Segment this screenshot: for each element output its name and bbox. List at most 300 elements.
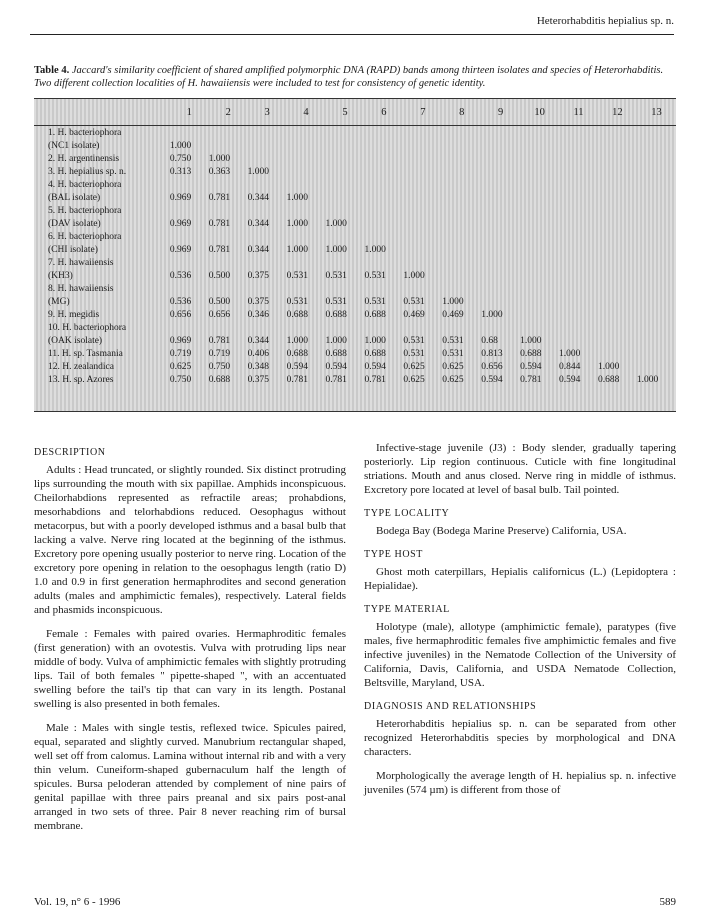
table-row [34, 230, 676, 243]
table-cell [481, 178, 520, 191]
table-cell: 0.594 [559, 374, 581, 385]
table-cell: 1.000 [208, 153, 231, 164]
page-number: 589 [659, 896, 676, 908]
table-cell [442, 230, 481, 243]
table-cell [637, 321, 676, 334]
table-cell [442, 178, 481, 191]
column-header: 11 [559, 99, 598, 126]
column-header: 9 [481, 99, 520, 126]
table-cell [637, 230, 676, 243]
column-header: 8 [442, 99, 481, 126]
table-cell [559, 269, 598, 282]
table-cell: 0.363 [208, 166, 231, 177]
table-cell: 0.688 [286, 309, 308, 320]
female-paragraph: Female : Females with paired ovaries. Hermaphroditic females (first generation) with an ovotestis. Vulva with protruding lips near middle of body. Vulva of amphimictic females with slightly protruding lips. Tail of both females " pipette-shaped ", with an accentuated swelling before the tail's tip that can vary in its length. Postanal swelling is also presented in both females. [34, 628, 346, 710]
row-label: 9. H. megidis [48, 309, 100, 320]
table-cell: 0.781 [208, 335, 231, 346]
table-cell [520, 204, 559, 217]
table-cell [403, 230, 442, 243]
table-cell: 0.531 [325, 270, 347, 281]
table-cell: 0.625 [403, 361, 425, 372]
table-cell [520, 178, 559, 191]
table-cell [598, 139, 637, 152]
table-cell [287, 256, 326, 269]
table-cell: 0.844 [559, 361, 581, 372]
table-cell [364, 191, 403, 204]
table-cell [559, 334, 598, 347]
table-cell: 0.688 [208, 374, 231, 385]
table-cell [326, 282, 365, 295]
table-cell [442, 256, 481, 269]
row-label: 7. H. hawaiiensis [48, 257, 114, 268]
table-cell [248, 152, 287, 165]
table-cell [326, 256, 365, 269]
table-cell [287, 139, 326, 152]
table-cell [598, 152, 637, 165]
diagnosis-text-1: Heterorhabditis hepialius sp. n. can be separated from other recognized Heterorhabditis species by morphological and DNA characters. [364, 718, 676, 758]
table-cell: 0.625 [169, 361, 192, 372]
row-label: 2. H. argentinensis [48, 153, 120, 164]
table-cell [520, 295, 559, 308]
column-header: 6 [364, 99, 403, 126]
running-header [30, 12, 674, 35]
table-cell [248, 178, 287, 191]
table-cell [364, 178, 403, 191]
table-cell [598, 178, 637, 191]
table-cell [637, 243, 676, 256]
table-cell [520, 269, 559, 282]
body-columns [34, 441, 676, 833]
table-cell [248, 282, 287, 295]
table-cell [520, 165, 559, 178]
type-material-text: Holotype (male), allotype (amphimictic female), paratypes (five males, five hermaphroditic females five amphimictic females and five infective juveniles) in the Nematode Collection of the University of California, Davis, California, and USDA Nematode Collection, Beltsville, Maryland, USA. [364, 621, 676, 689]
table-cell [364, 204, 403, 217]
table-cell: 0.500 [208, 270, 231, 281]
table-cell [442, 152, 481, 165]
table-cell: 0.531 [403, 296, 425, 307]
similarity-table [34, 98, 676, 412]
table-cell: 1.000 [559, 348, 581, 359]
table-cell [637, 256, 676, 269]
row-label: 5. H. bacteriophora [48, 205, 122, 216]
table-cell: 0.594 [286, 361, 308, 372]
table-cell [442, 139, 481, 152]
table-cell [637, 217, 676, 230]
table-cell [637, 152, 676, 165]
column-header: 13 [637, 99, 676, 126]
type-locality-heading: TYPE LOCALITY [364, 508, 450, 519]
table-cell [637, 165, 676, 178]
table-row [34, 126, 676, 140]
table-cell: 0.688 [364, 348, 386, 359]
table-cell [559, 191, 598, 204]
table-cell [637, 282, 676, 295]
table-cell [637, 139, 676, 152]
table-cell: 0.531 [286, 270, 308, 281]
table-cell [559, 282, 598, 295]
table-cell [170, 204, 209, 217]
table-caption [34, 64, 676, 90]
column-header: 1 [170, 99, 209, 126]
table-body [34, 126, 676, 387]
table-cell [287, 165, 326, 178]
table-cell [403, 321, 442, 334]
table-cell [364, 165, 403, 178]
table-cell [364, 321, 403, 334]
table-cell: 0.781 [208, 218, 231, 229]
male-paragraph: Male : Males with single testis, reflexed twice. Spicules paired, equal, separated and slightly curved. Manubrium rectangular shaped, well set off from calomus. Lamina without internal rib and with a very thin velum. Cuneiform-shaped gubernaculum half the length of spicules. Bursa peloderan attended by complement of nine pairs of genital papillae with three pairs preanal and six pairs post-anal arranged in two sets of three. Pair 8 never reaching rim of bursal membrane. [34, 722, 346, 832]
table-cell [559, 217, 598, 230]
table-corner [34, 99, 170, 126]
table-row [34, 191, 676, 204]
table-cell: 0.375 [247, 374, 270, 385]
table-cell: 0.750 [169, 153, 192, 164]
table-cell [364, 256, 403, 269]
table-row [34, 269, 676, 282]
table-cell [481, 191, 520, 204]
adults-paragraph: Adults : Head truncated, or slightly rounded. Six distinct protruding lips surrounding the mouth with six papillae. Amphids inconspicuous. Cheilorhabdions represented as refractile areas; prohabdions, mesorhabdions and telorhabdions reduced. Oesophagus without metacorpus, but with a poorly developed isthmus and a basal bulb that lacking a valve. Nerve ring located at the beginning of the isthmus. Excretory pore opening usually posterior to nerve ring. Location of the excretory pore opening in relation to the oesophagus length (ratio D) 1.0 and 0.9 in first generation hermaphrodites and second generation adults (males and amphimictic females), respectively. Lateral fields and phasmids inconspicuous. [34, 464, 346, 616]
row-label: 10. H. bacteriophora [48, 322, 127, 333]
table-cell [637, 334, 676, 347]
table-cell: 0.781 [325, 374, 347, 385]
table-cell [403, 256, 442, 269]
table-cell: 0.469 [403, 309, 425, 320]
row-label: 12. H. zealandica [48, 361, 114, 372]
table-cell [442, 165, 481, 178]
diagnosis-heading: DIAGNOSIS AND RELATIONSHIPS [364, 701, 537, 712]
table-cell: 0.656 [481, 361, 503, 372]
table-cell: 0.688 [364, 309, 386, 320]
table-cell: 0.688 [597, 374, 620, 385]
table-header-row [34, 99, 676, 126]
table-cell [326, 204, 365, 217]
table-cell: 1.000 [286, 335, 308, 346]
table-cell: 0.500 [208, 296, 231, 307]
table-cell [598, 347, 637, 360]
running-title: Heterorhabditis hepialius sp. n. [536, 15, 674, 27]
table-cell [559, 243, 598, 256]
table-cell [520, 321, 559, 334]
table-row [34, 256, 676, 269]
table-cell [403, 282, 442, 295]
table-cell: 1.000 [442, 296, 464, 307]
column-header: 12 [598, 99, 637, 126]
row-label: (OAK isolate) [48, 335, 103, 346]
table-cell: 0.781 [364, 374, 386, 385]
table-cell [598, 295, 637, 308]
table-cell: 1.000 [247, 166, 270, 177]
table-cell: 0.594 [325, 361, 347, 372]
table-cell [598, 308, 637, 321]
caption-text: Jaccard's similarity coefficient of shared amplified polymorphic DNA (RAPD) bands among thirteen isolates and species of Heterorhabditis. Two different collection localities of H. hawaiiensis were included to test for consistency of genetic identity. [34, 65, 664, 89]
table-cell [403, 165, 442, 178]
table-cell: 0.969 [169, 192, 192, 203]
table-cell: 0.594 [481, 374, 503, 385]
table-cell: 0.781 [208, 244, 231, 255]
table-cell: 0.469 [442, 309, 464, 320]
table-cell: 0.781 [286, 374, 308, 385]
table-cell [559, 308, 598, 321]
table-cell [326, 321, 365, 334]
row-label: (CHI isolate) [48, 244, 98, 255]
table-cell [326, 230, 365, 243]
table-cell [170, 178, 209, 191]
table-row [34, 243, 676, 256]
table-cell [637, 204, 676, 217]
table-cell: 0.656 [169, 309, 192, 320]
table-cell [248, 204, 287, 217]
table-cell: 0.531 [364, 270, 386, 281]
table-cell [403, 204, 442, 217]
column-header: 7 [403, 99, 442, 126]
table-cell [326, 191, 365, 204]
type-host-text: Ghost moth caterpillars, Hepialis californicus (L.) (Lepidoptera : Hepialidae). [364, 566, 676, 592]
table-cell [209, 204, 248, 217]
row-label: 3. H. hepialius sp. n. [48, 166, 127, 177]
table-cell [520, 308, 559, 321]
table-cell [403, 126, 442, 140]
table-cell [209, 230, 248, 243]
table-cell [248, 256, 287, 269]
table-cell: 0.531 [403, 348, 425, 359]
table-cell: 1.000 [481, 309, 503, 320]
table-cell [326, 178, 365, 191]
table-cell [287, 152, 326, 165]
table-row [34, 295, 676, 308]
table-cell: 0.531 [325, 296, 347, 307]
table-cell: 0.625 [403, 374, 425, 385]
type-host-heading: TYPE HOST [364, 549, 424, 560]
table-row [34, 334, 676, 347]
table-cell: 0.348 [247, 361, 270, 372]
page-footer [34, 896, 676, 908]
table-row [34, 165, 676, 178]
table-cell [481, 139, 520, 152]
table-cell: 0.656 [208, 309, 231, 320]
table-cell [248, 139, 287, 152]
table-cell [559, 295, 598, 308]
table-row [34, 282, 676, 295]
table-cell [287, 204, 326, 217]
table-cell: 0.969 [169, 218, 192, 229]
table-cell [481, 126, 520, 140]
table-row [34, 204, 676, 217]
table-cell [598, 321, 637, 334]
table-cell [637, 191, 676, 204]
table-cell: 0.781 [520, 374, 542, 385]
table-cell: 1.000 [597, 361, 620, 372]
table-row [34, 360, 676, 373]
table-cell [520, 191, 559, 204]
table-cell: 0.750 [169, 374, 192, 385]
table-cell [248, 230, 287, 243]
row-label: 11. H. sp. Tasmania [48, 348, 123, 359]
table-cell: 0.375 [247, 296, 270, 307]
table-cell [598, 243, 637, 256]
type-material-heading: TYPE MATERIAL [364, 604, 450, 615]
table-cell [403, 139, 442, 152]
table-cell [559, 126, 598, 140]
table-cell: 1.000 [325, 244, 347, 255]
column-header: 2 [209, 99, 248, 126]
juvenile-paragraph: Infective-stage juvenile (J3) : Body slender, gradually tapering posteriorly. Lip region continuous. Cuticle with fine longitudinal striations. Mouth and anus closed. Nerve ring in middle of isthmus. Excretory pore located at level of basal bulb. Tail pointed. [364, 442, 676, 496]
column-header: 3 [248, 99, 287, 126]
table-cell: 0.625 [442, 374, 464, 385]
table-cell: 1.000 [286, 244, 308, 255]
table-cell: 0.68 [481, 335, 498, 346]
table-cell [481, 152, 520, 165]
table-row [34, 217, 676, 230]
table-cell: 1.000 [325, 335, 347, 346]
table-cell [481, 217, 520, 230]
table-row [34, 178, 676, 191]
table-cell [209, 178, 248, 191]
table-cell [637, 269, 676, 282]
table-cell [598, 230, 637, 243]
table-cell [598, 256, 637, 269]
table-cell [170, 321, 209, 334]
table-cell [520, 256, 559, 269]
table-cell: 0.813 [481, 348, 503, 359]
table-cell: 0.344 [247, 335, 270, 346]
table-cell [481, 321, 520, 334]
table-cell: 0.531 [403, 335, 425, 346]
table-cell [559, 256, 598, 269]
table-cell [637, 126, 676, 140]
table-cell [248, 126, 287, 140]
table-cell [598, 217, 637, 230]
table-cell [209, 282, 248, 295]
description-heading: DESCRIPTION [34, 447, 106, 458]
table-cell: 0.346 [247, 309, 270, 320]
table-cell: 1.000 [520, 335, 542, 346]
table-cell [520, 139, 559, 152]
row-label: (NC1 isolate) [48, 140, 100, 151]
type-locality-text: Bodega Bay (Bodega Marine Preserve) California, USA. [376, 525, 627, 537]
table-cell [559, 165, 598, 178]
table-cell: 1.000 [364, 335, 386, 346]
table-cell [364, 139, 403, 152]
table-cell [520, 217, 559, 230]
table-cell [520, 282, 559, 295]
table-cell [248, 321, 287, 334]
table-cell: 0.375 [247, 270, 270, 281]
table-cell [364, 152, 403, 165]
table-cell [287, 230, 326, 243]
table-cell [364, 282, 403, 295]
table-row [34, 139, 676, 152]
row-label: 1. H. bacteriophora [48, 127, 122, 138]
table-cell: 0.536 [169, 296, 192, 307]
row-label: 8. H. hawaiiensis [48, 283, 114, 294]
table-cell [170, 282, 209, 295]
table-cell [170, 256, 209, 269]
table-cell [403, 243, 442, 256]
table-cell: 1.000 [169, 140, 192, 151]
table-cell [637, 360, 676, 373]
table-cell: 0.688 [325, 348, 347, 359]
table-cell [481, 243, 520, 256]
table-cell [287, 178, 326, 191]
table-cell [442, 217, 481, 230]
table-cell [559, 139, 598, 152]
table-cell [559, 204, 598, 217]
table-cell: 0.781 [208, 192, 231, 203]
table-cell: 1.000 [636, 374, 659, 385]
table-cell [598, 282, 637, 295]
table-cell [559, 230, 598, 243]
table-cell: 0.688 [286, 348, 308, 359]
table-cell: 0.344 [247, 244, 270, 255]
table-cell: 1.000 [286, 218, 308, 229]
table-cell [326, 126, 365, 140]
table-cell [326, 139, 365, 152]
table-cell: 0.750 [208, 361, 231, 372]
table-cell [520, 152, 559, 165]
table-cell [598, 126, 637, 140]
table-cell [287, 126, 326, 140]
table-cell [520, 126, 559, 140]
table-cell [481, 204, 520, 217]
table-cell: 0.531 [364, 296, 386, 307]
row-label: (MG) [48, 296, 70, 307]
table-row [34, 347, 676, 360]
table-cell [637, 295, 676, 308]
table-cell [403, 191, 442, 204]
table-cell: 0.719 [208, 348, 231, 359]
table-cell [559, 152, 598, 165]
table-cell: 0.406 [247, 348, 270, 359]
table-cell [637, 308, 676, 321]
row-label: 6. H. bacteriophora [48, 231, 122, 242]
table-grid [34, 99, 676, 386]
table-cell [637, 178, 676, 191]
table-cell: 1.000 [325, 218, 347, 229]
column-header: 10 [520, 99, 559, 126]
table-cell [403, 152, 442, 165]
table-cell [287, 282, 326, 295]
table-cell [442, 243, 481, 256]
table-cell: 0.531 [442, 335, 464, 346]
table-cell: 0.969 [169, 335, 192, 346]
table-cell [364, 230, 403, 243]
column-header: 5 [326, 99, 365, 126]
table-cell [481, 230, 520, 243]
table-cell [598, 334, 637, 347]
table-cell [481, 269, 520, 282]
table-cell [442, 321, 481, 334]
table-row [34, 308, 676, 321]
table-cell [442, 269, 481, 282]
table-cell [442, 191, 481, 204]
table-cell [520, 243, 559, 256]
table-cell: 0.594 [364, 361, 386, 372]
table-cell [598, 165, 637, 178]
table-cell: 0.969 [169, 244, 192, 255]
table-cell: 0.344 [247, 192, 270, 203]
table-cell [209, 256, 248, 269]
table-cell: 0.313 [169, 166, 192, 177]
table-label: Table 4. [34, 65, 70, 76]
table-cell [287, 321, 326, 334]
table-cell [598, 191, 637, 204]
table-cell [442, 282, 481, 295]
table-cell [170, 230, 209, 243]
row-label: 13. H. sp. Azores [48, 374, 114, 385]
table-cell: 0.688 [325, 309, 347, 320]
table-cell: 1.000 [286, 192, 308, 203]
table-cell [209, 321, 248, 334]
